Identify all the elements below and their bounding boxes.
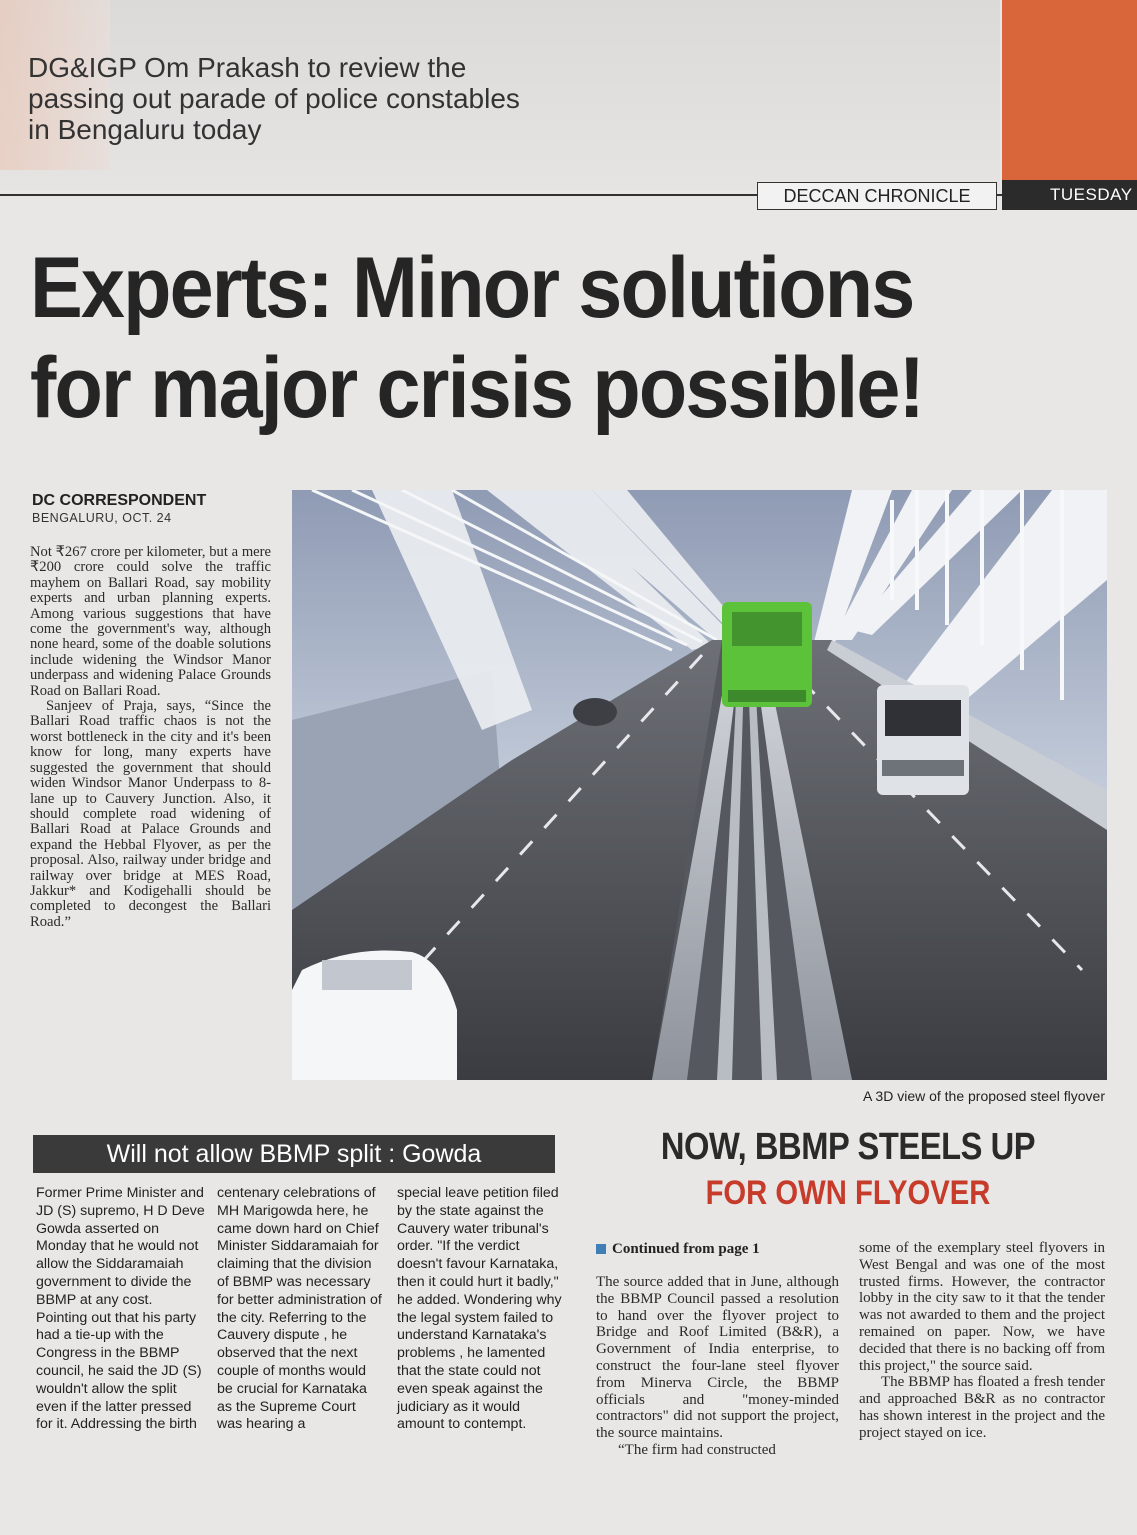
masthead-color-block — [1002, 0, 1137, 180]
bbmp-column-2 — [859, 1240, 1105, 1442]
bbmp-paragraph: The source added that in June, although the BBMP Council passed a resolution to hand over the flyover project to Bridge and Roof Limited (B&R), a Government of India enterprise, to construct the four-lane steel flyover from Minerva Circle, the BBMP officials and "money-minded contractors" did not support the project, the source maintains. — [596, 1274, 839, 1442]
gowda-column-1: Former Prime Minister and JD (S) supremo, H D Deve Gowda asserted on Monday that he would not allow the Siddaramaiah government to divide the BBMP at any cost. Pointing out that his party had a tie-up with the Congress in the BBMP council, he said the JD (S) wouldn't allow the split even if the latter pressed for it. Addressing the birth — [36, 1185, 205, 1433]
bbmp-paragraph: The BBMP has floated a fresh tender and approached B&R as no contractor has shown interest in the project and the project stayed on ice. — [859, 1374, 1105, 1441]
main-story-paragraph: Not ₹267 crore per kilometer, but a mere ₹200 crore could solve the traffic mayhem on Ballari Road, say mobility experts and urban planning experts. Among various suggestions that have come the government's way, although none heard, some of the doable solutions include widening the Windsor Manor underpass and widening Palace Grounds Road on Ballari Road. — [30, 544, 271, 699]
teaser-text: DG&IGP Om Prakash to review the passing out parade of police constables in Bengaluru today — [28, 52, 520, 145]
main-headline — [30, 238, 1042, 438]
bbmp-headline-line1: NOW, BBMP STEELS UP — [660, 1126, 1036, 1168]
byline-author: DC CORRESPONDENT — [32, 492, 207, 509]
bbmp-paragraph: “The firm had constructed — [618, 1441, 776, 1458]
masthead-day: TUESDAY — [1002, 180, 1137, 210]
main-story-column — [30, 545, 271, 930]
continued-from-label: Continued from page 1 — [612, 1241, 760, 1257]
bbmp-column-1 — [596, 1274, 839, 1459]
gowda-column-2: centenary celebrations of MH Marigowda here, he came down hard on Chief Minister Siddaramaiah for claiming that the division of BBMP was necessary for better administration of the city. Referring to the Cauvery dispute , he observed that the next couple of months would be crucial for Karnataka as the Supreme Court was hearing a — [217, 1185, 382, 1433]
main-headline-line1: Experts: Minor solutions — [30, 240, 914, 336]
main-headline-line2: for major crisis possible! — [30, 340, 924, 436]
byline — [32, 492, 206, 525]
gowda-column-3: special leave petition filed by the state against the Cauvery water tribunal's order. "If the verdict doesn't favour Karnataka, then it could hurt it badly," he added. Wondering why the legal system failed to understand Karnataka's problems , he lamented that the state could not even speak against the judiciary as it would amount to contempt. — [397, 1185, 562, 1433]
bbmp-headline-line2: FOR OWN FLYOVER — [705, 1174, 991, 1212]
bbmp-paragraph: some of the exemplary steel flyovers in West Bengal and was one of the most trusted firms. However, the contractor lobby in the city saw to it that the tender was not awarded to them and the project remained on paper. Now, we have decided that there is no backing off from this project," the source said. — [859, 1240, 1105, 1374]
gowda-title: Will not allow BBMP split : Gowda — [106, 1140, 482, 1168]
byline-dateline: BENGALURU, OCT. 24 — [32, 511, 172, 525]
masthead-paper-name: DECCAN CHRONICLE — [757, 182, 997, 210]
main-story-paragraph: Sanjeev of Praja, says, “Since the Ballari Road traffic chaos is not the worst bottleneck in the city and it's been know for long, many experts have suggested the government that should widen Windsor Manor Underpass to 8-lane up to Cauvery Junction. Also, it should complete road widening of Ballari Road at Palace Grounds and expand the Hebbal Flyover, as per the proposal. Also, railway under bridge and railway over bridge at MES Road, Jakkur* and Kodigehalli should be completed to decongest the Ballari Road.” — [30, 698, 271, 930]
flyover-render-photo — [292, 490, 1107, 1080]
photo-caption: A 3D view of the proposed steel flyover — [862, 1088, 1105, 1104]
